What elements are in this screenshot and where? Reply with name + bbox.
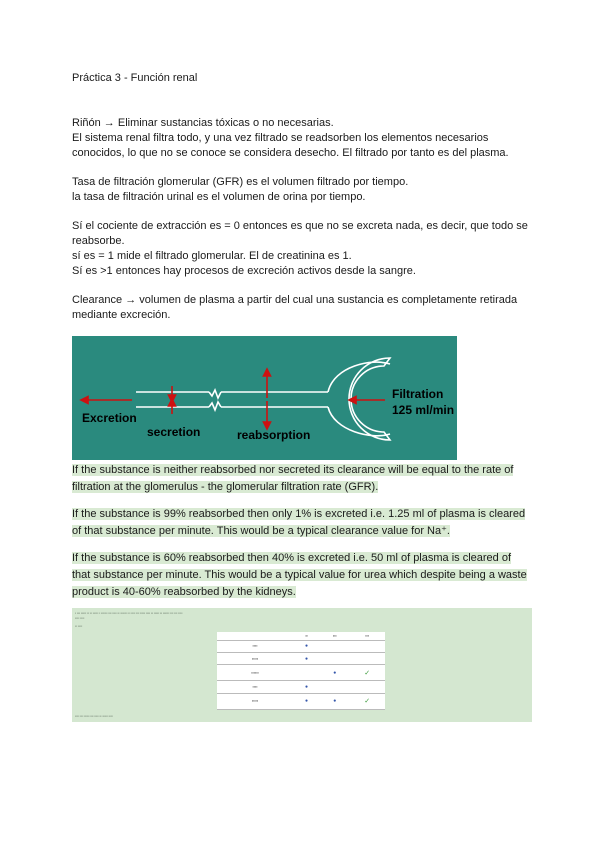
label-reabsorption: reabsorption [237, 428, 311, 442]
paragraph-extraction [72, 219, 532, 279]
kidney-line: Riñón → Eliminar sustancias tóxicas o no necesarias. [72, 117, 334, 129]
gfr-line: Tasa de filtración glomerular (GFR) es el volumen filtrado por tiempo. [72, 176, 409, 188]
highlight-urea [72, 550, 532, 601]
screenshot-text-line: ▪▪▪▪ ▪▪▪ ▪▪▪▪▪ ▪▪▪ ▪▪▪▪ ▪▪ ▪▪▪▪▪ ▪▪▪▪ [75, 714, 113, 718]
screenshot-text-line: ▪ ▪▪▪ ▪▪▪▪▪ ▪▪ ▪▪ ▪▪▪▪▪ ▪ ▪▪▪▪▪▪ ▪▪▪ ▪▪▪▪ ▪▪ ▪▪▪▪▪▪ ▪▪ ▪▪▪▪ ▪▪▪ ▪▪▪▪▪ ▪▪▪▪ ▪▪ ▪▪▪▪▪ ▪▪ ▪▪▪▪▪▪ ▪▪▪ ▪▪▪ ▪▪▪▪ [75, 611, 183, 615]
extraction-zero: Sí el cociente de extracción es = 0 entonces es que no se excreta nada, es decir, que todo se reabsorbe. [72, 220, 528, 247]
extraction-one: sí es = 1 mide el filtrado glomerular. El de creatinina es 1. [72, 250, 352, 262]
highlight-gfr [72, 462, 532, 496]
screenshot-text-line: ▪▪ ▪▪▪▪ [75, 624, 83, 628]
label-excretion: Excretion [82, 411, 137, 425]
label-filtration: Filtration [392, 387, 444, 401]
nephron-svg [72, 336, 457, 460]
label-secretion: secretion [147, 425, 201, 439]
table-row: ▪▪▪▪ ● [217, 640, 385, 652]
extraction-gt-one: Sí es >1 entonces hay procesos de excreción activos desde la sangre. [72, 265, 416, 277]
page-title: Práctica 3 - Función renal [72, 72, 198, 84]
highlight-sodium [72, 506, 532, 540]
urinal-line: la tasa de filtración urinal es el volumen de orina por tiempo. [72, 191, 366, 203]
table-row: ▪▪▪▪▪ ● ● ✓ [217, 693, 385, 709]
table-row: ▪▪▪▪▪▪ ● ✓ [217, 665, 385, 681]
nephron-diagram [72, 336, 457, 460]
table-row: ▪▪▪▪▪ ● [217, 652, 385, 664]
label-filtration-rate: 125 ml/min [392, 403, 455, 417]
kidney-desc: El sistema renal filtra todo, y una vez filtrado se readsorben los elementos necesarios conocidos, lo que no se conoce se considera desecho. El filtrado por tanto es del plasma. [72, 132, 509, 159]
check-icon: ✓ [364, 698, 371, 706]
highlight-urea-text: If the substance is 60% reabsorbed then 40% is excreted i.e. 50 ml of plasma is cleared of that substance per minute. This would be a typical value for urea which despite being a waste product is 40-60% reabsorbed by the kidneys. [72, 552, 527, 598]
check-icon: ✓ [364, 669, 371, 677]
highlight-gfr-text: If the substance is neither reabsorbed nor secreted its clearance will be equal to the rate of filtration at the glomerulus - the glomerular filtration rate (GFR). [72, 464, 514, 493]
paragraph-kidney [72, 116, 532, 161]
embedded-screenshot [72, 608, 532, 722]
screenshot-text-line: ▪▪▪▪ ▪▪▪▪ [75, 616, 85, 620]
highlight-sodium-text: If the substance is 99% reabsorbed then only 1% is excreted i.e. 1.25 ml of plasma is cleared of that substance per minute. This would be a typical clearance value for Na⁺. [72, 508, 526, 537]
paragraph-clearance: Clearance → volumen de plasma a partir del cual una sustancia es completamente retirada mediante excreción. [72, 294, 518, 321]
screenshot-table: ▪▪ ▪▪▪ ▪▪▪ ▪▪▪▪ ● ▪▪▪▪▪ ● ▪▪▪▪▪▪ ● ✓ ▪▪▪▪ ● ▪▪▪▪▪ ● ● ✓ [217, 632, 385, 710]
glomerular-capsule [349, 358, 390, 440]
table-row: ▪▪▪▪ ● [217, 681, 385, 693]
paragraph-gfr [72, 175, 532, 205]
